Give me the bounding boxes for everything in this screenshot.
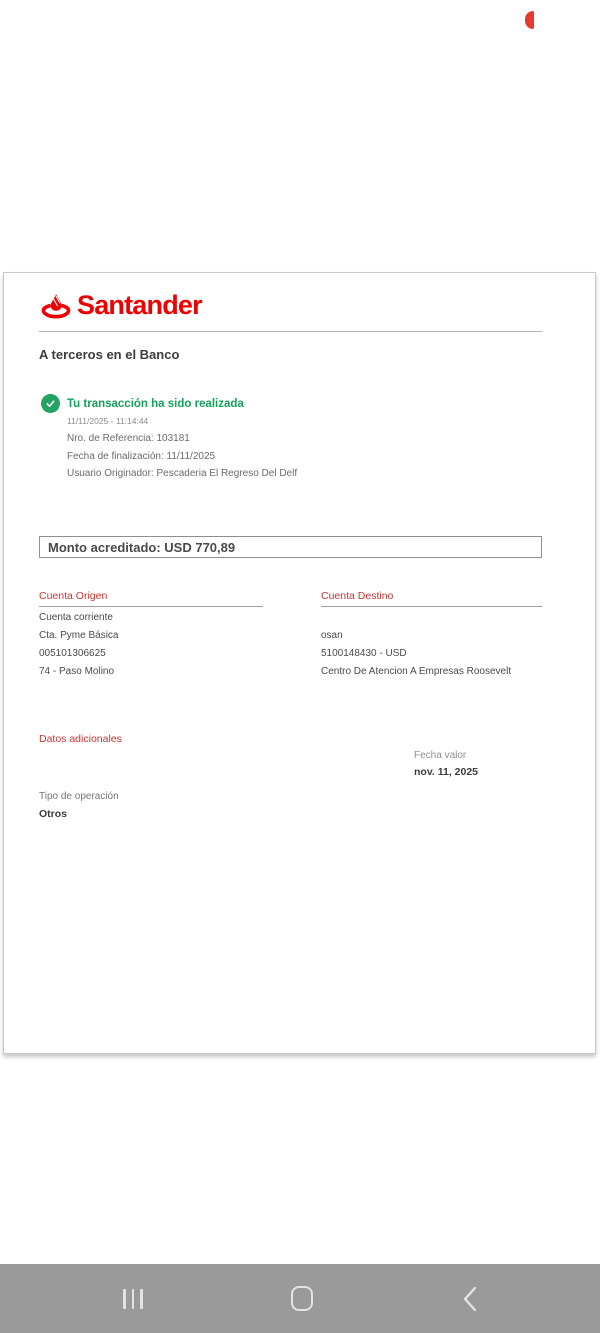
android-nav-bar	[0, 1264, 600, 1333]
back-icon	[462, 1285, 478, 1313]
santander-flame-icon	[38, 292, 74, 320]
red-crescent-icon	[525, 11, 534, 29]
status-message: Tu transacción ha sido realizada	[67, 398, 244, 410]
recents-icon	[123, 1289, 143, 1309]
page-title: A terceros en el Banco	[39, 347, 180, 362]
originator-user: Usuario Originador: Pescaderia El Regreso Del Delf	[67, 468, 298, 479]
value-date-label: Fecha valor	[414, 750, 467, 761]
recents-button[interactable]	[93, 1264, 173, 1333]
origin-account-header: Cuenta Origen	[39, 590, 263, 607]
header-divider	[39, 331, 542, 332]
origin-account-number: 005101306625	[39, 648, 106, 659]
receipt-page	[3, 272, 596, 1054]
home-button[interactable]	[262, 1264, 342, 1333]
reference-number: Nro. de Referencia: 103181	[67, 433, 190, 444]
value-date: nov. 11, 2025	[414, 766, 479, 778]
origin-branch: 74 - Paso Molino	[39, 666, 115, 677]
destination-branch: Centro De Atencion A Empresas Roosevelt	[321, 666, 512, 677]
home-icon	[291, 1286, 313, 1311]
destination-account-header: Cuenta Destino	[321, 590, 542, 607]
finalization-date: Fecha de finalización: 11/11/2025	[67, 451, 216, 462]
destination-account-number: 5100148430 - USD	[321, 648, 407, 659]
origin-account-name: Cta. Pyme Básica	[39, 630, 119, 641]
destination-blank-line	[321, 609, 542, 627]
santander-logo	[38, 290, 202, 321]
additional-data-header: Datos adicionales	[39, 733, 122, 745]
status-datetime: 11/11/2025 - 11:14:44	[67, 416, 149, 426]
credited-amount-box	[39, 536, 542, 558]
success-check-icon	[41, 394, 60, 413]
origin-account-type: Cuenta corriente	[39, 612, 113, 623]
destination-account-name: osan	[321, 630, 343, 641]
operation-type: Otros	[39, 808, 68, 820]
destination-account-section	[321, 590, 542, 681]
brand-wordmark: Santander	[77, 290, 202, 320]
credited-amount: Monto acreditado: USD 770,89	[48, 539, 236, 555]
origin-account-section	[39, 590, 263, 681]
back-button[interactable]	[430, 1264, 510, 1333]
operation-type-label: Tipo de operación	[39, 791, 119, 802]
